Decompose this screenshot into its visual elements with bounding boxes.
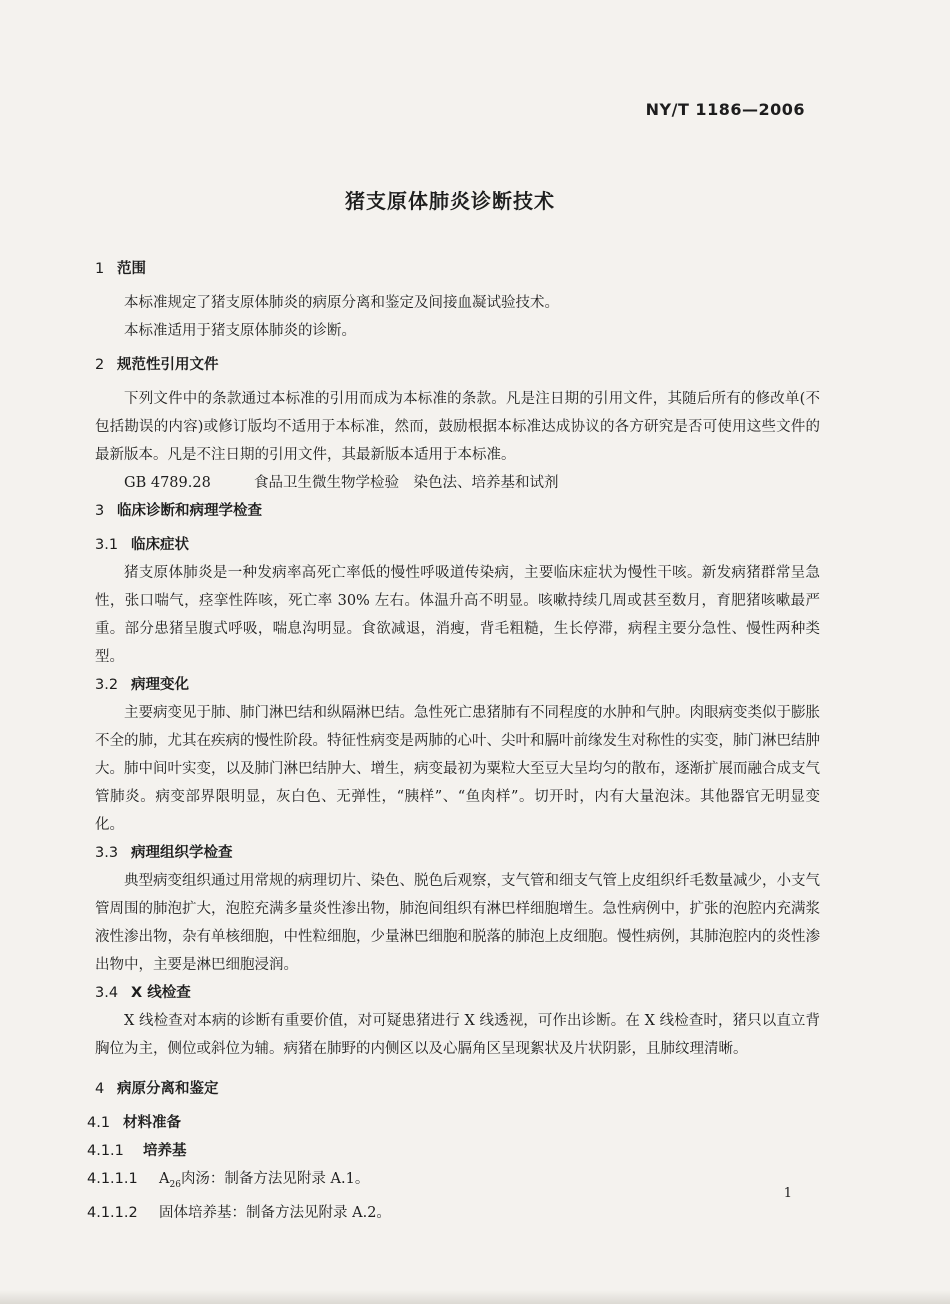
- section-2-heading: [95, 351, 820, 379]
- clause-text-b: 肉汤：制备方法见附录 A.1。: [180, 1171, 370, 1187]
- clause-number: 4.1.1.1: [87, 1171, 138, 1187]
- clause-number: 4.1.1.2: [87, 1204, 138, 1221]
- section-3-heading: [95, 497, 820, 525]
- clause-text-a: A: [159, 1171, 170, 1187]
- reference-title: 食品卫生微生物学检验 染色法、培养基和试剂: [254, 475, 559, 491]
- reference-code: GB 4789.28: [124, 475, 211, 491]
- section-4-heading: [95, 1075, 820, 1103]
- section-number: 4: [95, 1081, 105, 1097]
- section-4-1-1-heading: [87, 1137, 820, 1165]
- paragraph: 典型病变组织通过用常规的病理切片、染色、脱色后观察，支气管和细支气管上皮组织纤毛数量减少，小支气管周围的肺泡扩大，泡腔充满多量炎性渗出物，肺泡间组织有淋巴样细胞增生。急性病例中，扩张的泡腔内充满浆液性渗出物，杂有单核细胞，中性粒细胞，少量淋巴细胞和脱落的肺泡上皮细胞。慢性病例，其肺泡腔内的炎性渗出物中，主要是淋巴细胞浸润。: [95, 873, 820, 973]
- section-number: 3: [95, 503, 105, 519]
- section-number: 1: [95, 261, 105, 277]
- section-3-2-heading: [95, 671, 820, 699]
- section-number: 2: [95, 357, 105, 373]
- document-body: [87, 255, 820, 1227]
- normative-reference: [95, 469, 820, 497]
- section-title: 病理变化: [131, 677, 189, 693]
- clause-subscript: 26: [169, 1179, 181, 1190]
- clause-4-1-1-2: [87, 1199, 820, 1227]
- bottom-edge-shadow: [0, 1290, 950, 1304]
- paragraph: X 线检查对本病的诊断有重要价值，对可疑患猪进行 X 线透视，可作出诊断。在 X 线检查时，猪只以直立背胸位为主，侧位或斜位为辅。病猪在肺野的内侧区以及心膈角区呈现絮状及片状阴影，且肺纹理清晰。: [95, 1013, 820, 1057]
- section-number: 3.3: [95, 845, 119, 861]
- clause-text: 固体培养基：制备方法见附录 A.2。: [159, 1204, 391, 1221]
- section-title: X 线检查: [131, 985, 191, 1001]
- paragraph: 主要病变见于肺、肺门淋巴结和纵隔淋巴结。急性死亡患猪肺有不同程度的水肿和气肿。肉眼病变类似于膨胀不全的肺，尤其在疾病的慢性阶段。特征性病变是两肺的心叶、尖叶和膈叶前缘发生对称性的实变，肺门淋巴结肿大。肺中间叶实变，以及肺门淋巴结肿大、增生，病变最初为粟粒大至豆大呈均匀的散布，逐渐扩展而融合成支气管肺炎。病变部界限明显，灰白色、无弹性，“胰样”、“鱼肉样”。切开时，内有大量泡沫。其他器官无明显变化。: [95, 705, 820, 833]
- section-number: 3.4: [95, 985, 119, 1001]
- section-number: 3.2: [95, 677, 119, 693]
- paragraph: 下列文件中的条款通过本标准的引用而成为本标准的条款。凡是注日期的引用文件，其随后所有的修改单(不包括勘误的内容)或修订版均不适用于本标准，然而，鼓励根据本标准达成协议的各方研究是否可使用这些文件的最新版本。凡是不注日期的引用文件，其最新版本适用于本标准。: [95, 391, 820, 463]
- paragraph: 本标准适用于猪支原体肺炎的诊断。: [124, 323, 356, 339]
- paragraph: 本标准规定了猪支原体肺炎的病原分离和鉴定及间接血凝试验技术。: [124, 295, 559, 311]
- section-title: 范围: [117, 261, 146, 277]
- clause-4-1-1-1: [87, 1165, 820, 1199]
- paragraph: 猪支原体肺炎是一种发病率高死亡率低的慢性呼吸道传染病，主要临床症状为慢性干咳。新发病猪群常呈急性，张口喘气，痉挛性阵咳，死亡率 30% 左右。体温升高不明显。咳嗽持续几周或甚至数月，育肥猪咳嗽最严重。部分患猪呈腹式呼吸，喘息沟明显。食欲减退，消瘦，背毛粗糙，生长停滞，病程主要分急性、慢性两种类型。: [95, 565, 820, 665]
- section-title: 培养基: [143, 1143, 187, 1159]
- section-3-4-heading: [95, 979, 820, 1007]
- section-3-3-heading: [95, 839, 820, 867]
- section-title: 材料准备: [123, 1115, 181, 1131]
- section-number: 4.1: [87, 1115, 111, 1131]
- section-title: 临床诊断和病理学检查: [117, 503, 262, 519]
- page-number: 1: [783, 1186, 792, 1201]
- section-title: 临床症状: [131, 537, 189, 553]
- section-number: 3.1: [95, 537, 119, 553]
- section-1-heading: [95, 255, 820, 283]
- section-number: 4.1.1: [87, 1143, 124, 1159]
- standard-number: NY/T 1186—2006: [645, 100, 805, 119]
- section-3-1-heading: [95, 531, 820, 559]
- section-title: 病原分离和鉴定: [117, 1081, 219, 1097]
- section-title: 规范性引用文件: [117, 357, 219, 373]
- document-title: 猪支原体肺炎诊断技术: [345, 189, 555, 213]
- section-4-1-heading: [87, 1109, 820, 1137]
- section-title: 病理组织学检查: [131, 845, 233, 861]
